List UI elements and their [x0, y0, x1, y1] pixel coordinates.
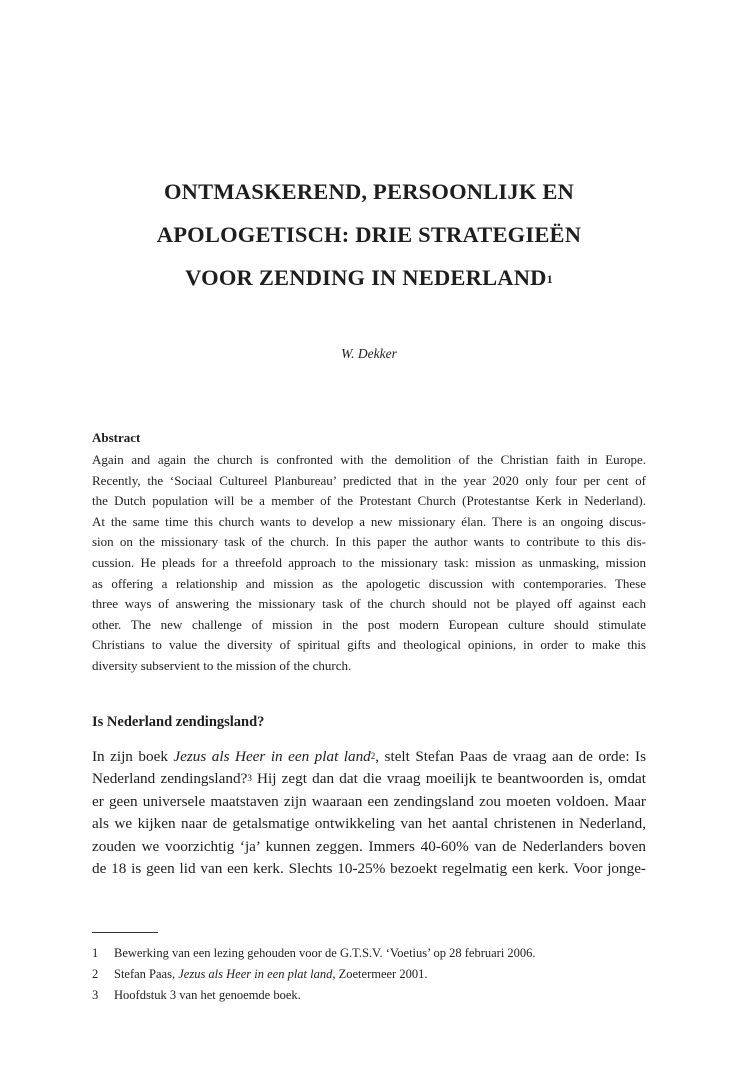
abstract-line: other. The new challenge of mission in the post modern European culture should stimulate: [92, 616, 646, 632]
footnote-text: Stefan Paas,: [114, 967, 179, 981]
abstract-line: Recently, the ‘Sociaal Cultureel Planbureau’ predicted that in the year 2020 only four per cent of: [92, 472, 646, 488]
title-footnote-ref[interactable]: 1: [546, 272, 553, 286]
footnote-number: 3: [92, 988, 99, 1002]
footnote-number: 1: [92, 946, 99, 960]
title-line-2: APOLOGETISCH: DRIE STRATEGIEËN: [156, 222, 582, 247]
title-line-3-text: VOOR ZENDING IN NEDERLAND: [185, 265, 547, 290]
abstract-line: the Dutch population will be a member of the Protestant Church (Protestantse Kerk in Nederland).: [92, 493, 646, 509]
body-line: zouden we voorzichtig ‘ja’ kunnen zeggen. Immers 40-60% van de Nederlanders boven: [92, 837, 646, 855]
abstract-line: sion on the missionary task of the church. In this paper the author wants to contribute to this dis-: [92, 534, 646, 550]
body-line: [92, 746, 646, 768]
abstract-line: Christians to value the diversity of spiritual gifts and theological opinions, in order to make this: [92, 637, 646, 653]
body-line: er geen universele maatstaven zijn waaraan een zendingsland zou moeten voldoen. Maar: [92, 792, 646, 810]
abstract-line: cussion. He pleads for a threefold approach to the missionary task: mission as unmasking, mission: [92, 554, 646, 570]
footnote-book-title: Jezus als Heer in een plat land: [178, 967, 333, 981]
body-line: de 18 is geen lid van een kerk. Slechts 10-25% bezoekt regelmatig een kerk. Voor jonge-: [92, 859, 646, 877]
footnote-text: Bewerking van een lezing gehouden voor de G.T.S.V. ‘Voetius’ op 28 februari 2006.: [114, 946, 536, 960]
footnotes: [92, 943, 536, 1006]
section-heading: Is Nederland zendingsland?: [92, 714, 265, 730]
body-text-segment: , stelt Stefan Paas de vraag aan de orde: Is: [375, 748, 646, 765]
abstract-line: as offering a relationship and mission as the apologetic discussion with contemporaries. These: [92, 575, 646, 591]
footnote-divider: [92, 932, 158, 933]
title-line-1: ONTMASKEREND, PERSOONLIJK EN: [163, 179, 575, 204]
body-line: als we kijken naar de getalsmatige ontwikkeling van het aantal christenen in Nederland,: [92, 815, 646, 833]
abstract-line: three ways of answering the missionary task of the church should not be played off against each: [92, 596, 646, 612]
article-title: [60, 170, 678, 299]
footnote-ref-3[interactable]: 3: [247, 773, 252, 784]
body-text-segment: Hij zegt dan dat die vraag moeilijk te beantwoorden is, omdat: [251, 770, 646, 788]
book-title-italic: Jezus als Heer in een plat land: [173, 748, 371, 765]
footnote-number: 2: [92, 967, 99, 981]
author-name: W. Dekker: [341, 346, 397, 361]
footnote-ref-2[interactable]: 2: [370, 751, 376, 761]
footnote-text: , Zoetermeer 2001.: [332, 967, 428, 981]
abstract-line: diversity subservient to the mission of the church.: [92, 657, 352, 673]
footnote-1: [92, 943, 536, 964]
title-line-3: [60, 256, 678, 299]
abstract-heading: Abstract: [92, 430, 141, 445]
body-paragraph: [92, 746, 646, 880]
footnote-3: [92, 985, 536, 1006]
abstract-line: At the same time this church wants to develop a new missionary élan. There is an ongoing discus-: [92, 513, 646, 529]
footnote-text: Hoofdstuk 3 van het genoemde boek.: [114, 988, 301, 1002]
body-text-segment: In zijn boek: [92, 748, 174, 765]
body-text-segment: Nederland zendingsland?: [92, 770, 248, 788]
body-line: [92, 768, 646, 790]
footnote-2: [92, 964, 536, 985]
abstract-line: Again and again the church is confronted with the demolition of the Christian faith in Europe.: [92, 452, 646, 467]
abstract-paragraph: [92, 450, 646, 677]
